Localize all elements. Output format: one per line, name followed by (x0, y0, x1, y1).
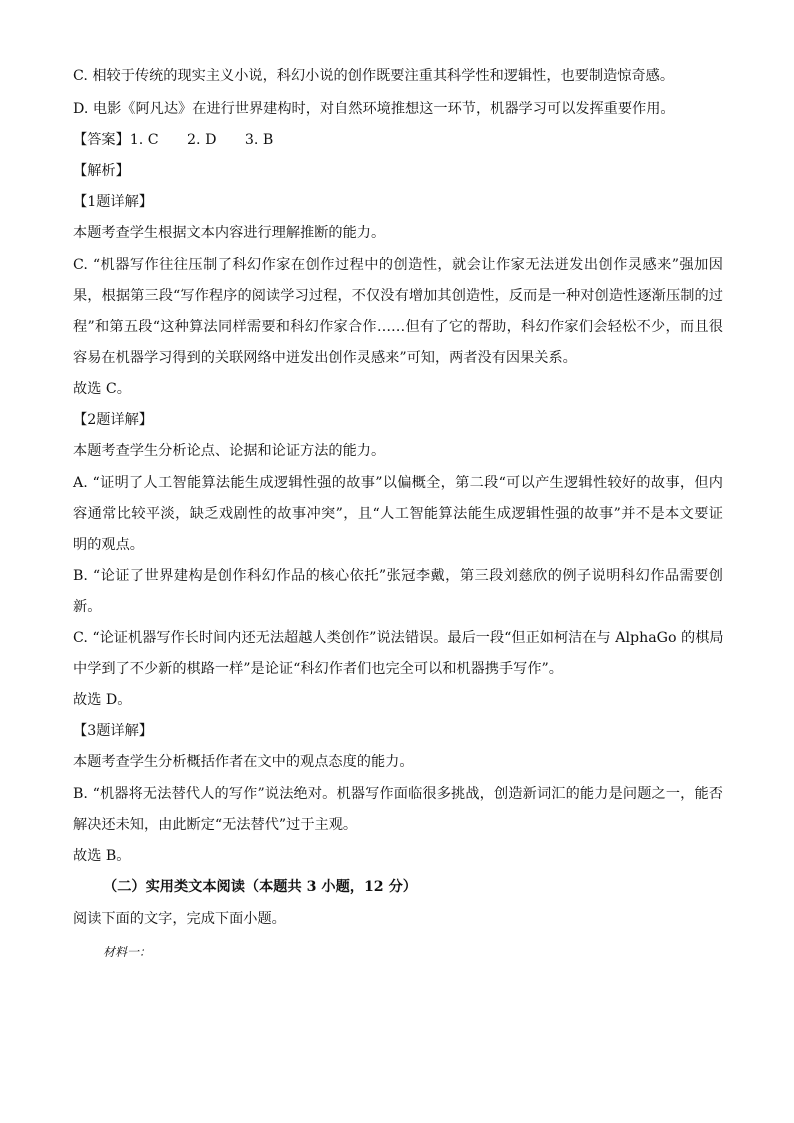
q2-text-line: 中学到了不少新的棋路一样”是论证“科幻作者们也完全可以和机器携手写作”。 (73, 661, 563, 677)
q3-text-line: B. “机器将无法替代人的写作”说法绝对。机器写作面临很多挑战，创造新词汇的能力是问题之一，能否 (73, 786, 723, 802)
reading-instruction: 阅读下面的文字，完成下面小题。 (73, 911, 286, 927)
analysis-heading: 【解析】 (73, 163, 130, 179)
answer-line: 【答案】1. C 2. D 3. B (73, 132, 274, 148)
option-d-line: D. 电影《阿凡达》在进行世界建构时，对自然环境推想这一环节，机器学习可以发挥重要作用。 (73, 101, 675, 117)
section-heading: （二）实用类文本阅读（本题共 3 小题，12 分） (103, 879, 417, 895)
q3-heading: 【3题详解】 (73, 723, 153, 739)
material-one-label: 材料一： (103, 945, 152, 959)
q1-text-line: C. “机器写作往往压制了科幻作家在创作过程中的创造性，就会让作家无法迸发出创作灵感来”强加因 (73, 257, 723, 273)
q3-text-line: 解决还未知，由此断定“无法替代”过于主观。 (73, 817, 358, 833)
q2-text-line: C. “论证机器写作长时间内还无法超越人类创作”说法错误。最后一段“但正如柯洁在与 AlphaGo 的棋局 (73, 630, 724, 646)
q1-text-line: 容易在机器学习得到的关联网络中迸发出创作灵感来”可知，两者没有因果关系。 (73, 350, 577, 366)
q2-text-line: 新。 (73, 599, 102, 615)
q2-intro: 本题考查学生分析论点、论据和论证方法的能力。 (73, 443, 386, 459)
q3-intro: 本题考查学生分析概括作者在文中的观点态度的能力。 (73, 754, 414, 770)
q2-text-line: B. “论证了世界建构是创作科幻作品的核心依托”张冠李戴，第三段刘慈欣的例子说明科幻作品需要创 (73, 568, 723, 584)
q2-heading: 【2题详解】 (73, 412, 153, 428)
q2-text-line: 容通常比较平淡，缺乏戏剧性的故事冲突”，且“人工智能算法能生成逻辑性强的故事”并不是本文要证 (73, 506, 723, 522)
q1-text-line: 程”和第五段“这种算法同样需要和科幻作家合作……但有了它的帮助，科幻作家们会轻松不少，而且很 (73, 319, 723, 335)
q1-intro: 本题考查学生根据文本内容进行理解推断的能力。 (73, 225, 386, 241)
option-c-line: C. 相较于传统的现实主义小说，科幻小说的创作既要注重其科学性和逻辑性，也要制造惊奇感。 (73, 68, 675, 84)
q2-text-line: A. “证明了人工智能算法能生成逻辑性强的故事”以偏概全，第二段“可以产生逻辑性较好的故事，但内 (73, 475, 723, 491)
q1-conclusion: 故选 C。 (73, 381, 131, 397)
q2-conclusion: 故选 D。 (73, 692, 132, 708)
q2-text-line: 明的观点。 (73, 537, 144, 553)
q1-text-line: 果，根据第三段“写作程序的阅读学习过程，不仅没有增加其创造性，反而是一种对创造性逐渐压制的过 (73, 288, 723, 304)
q1-heading: 【1题详解】 (73, 194, 153, 210)
q3-conclusion: 故选 B。 (73, 848, 131, 864)
